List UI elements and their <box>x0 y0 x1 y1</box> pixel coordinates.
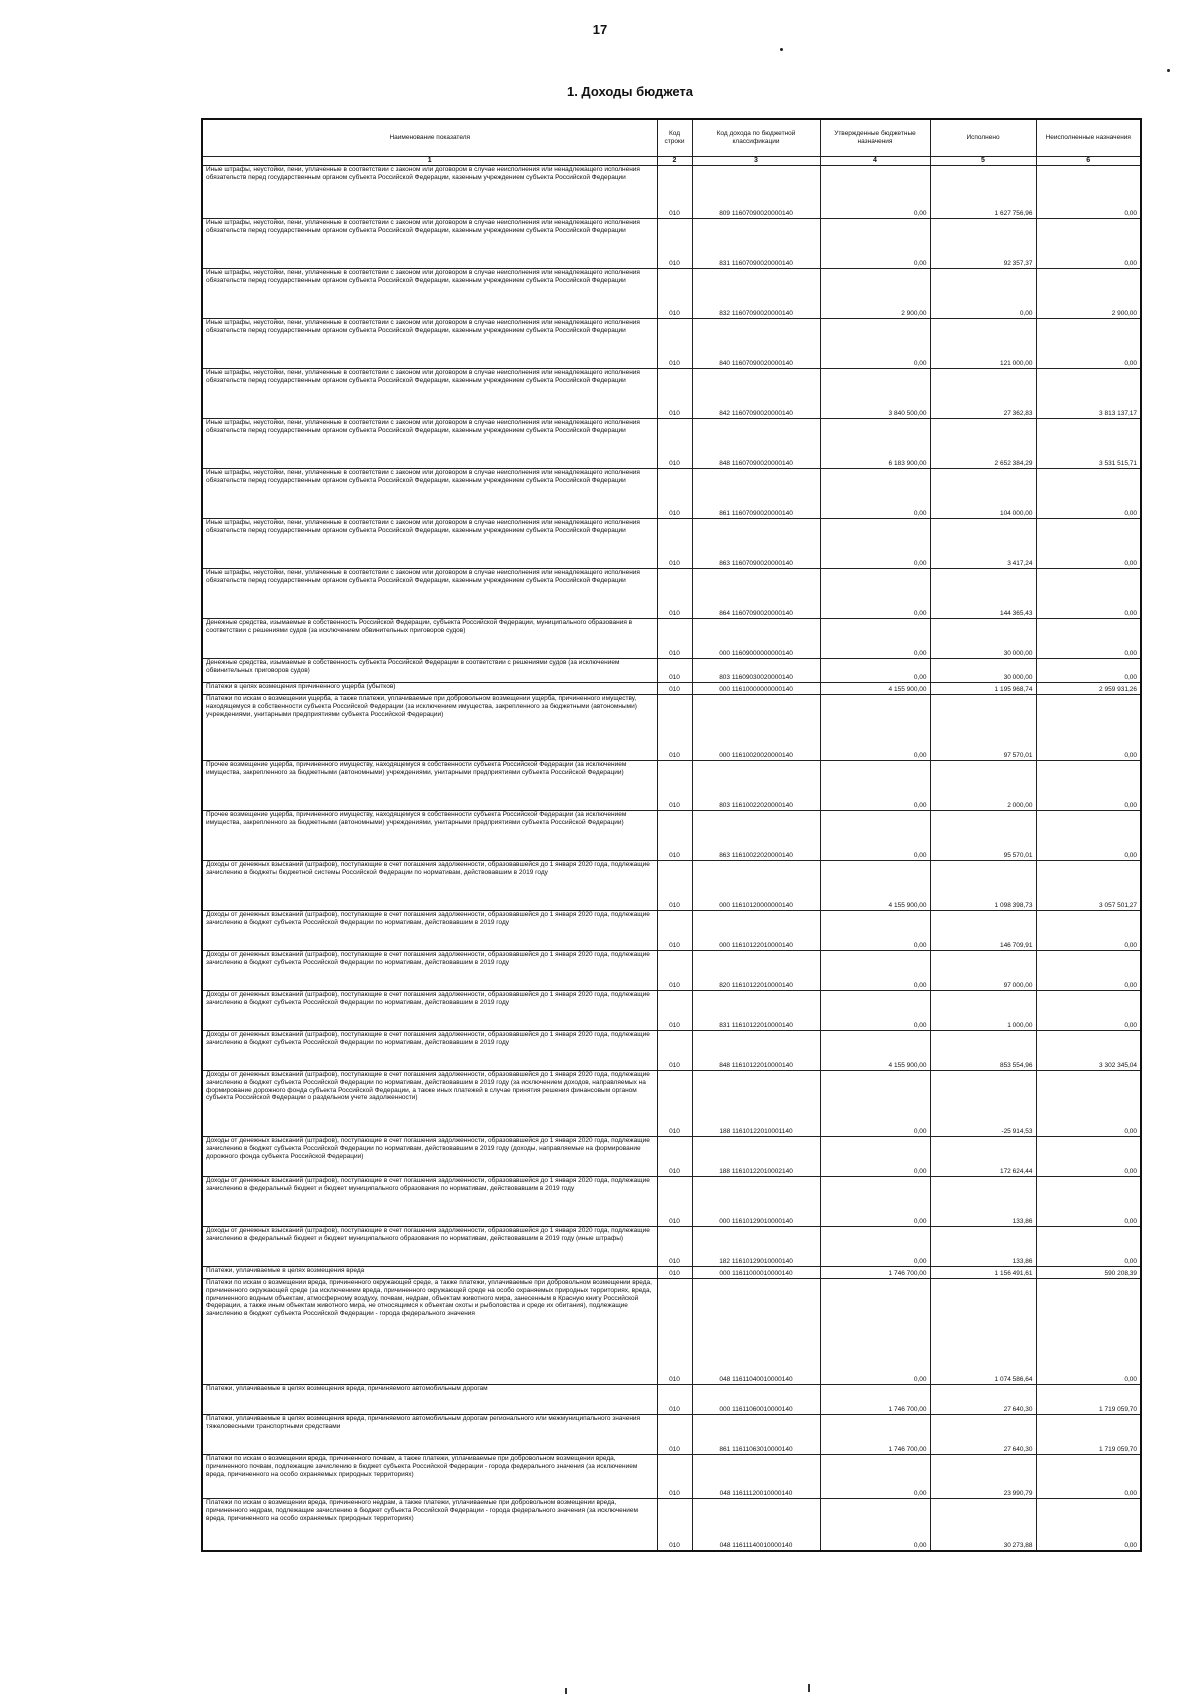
row-unexecuted: 0,00 <box>1036 991 1141 1031</box>
row-name: Иные штрафы, неустойки, пени, уплаченные в соответствии с законом или договором в случае неисполнения или ненадлежащего исполнения обязательств перед государственным органом субъекта Российской Федерации, казенным учреждением субъекта Российской Федерации <box>202 166 657 219</box>
row-approved: 0,00 <box>820 811 930 861</box>
table-row <box>202 1385 1141 1415</box>
table-row <box>202 469 1141 519</box>
table-row <box>202 269 1141 319</box>
header-income-code: Код дохода по бюджетной классификации <box>692 119 820 157</box>
header-line-code: Код строки <box>657 119 692 157</box>
row-line-code: 010 <box>657 991 692 1031</box>
row-approved: 4 155 900,00 <box>820 1031 930 1071</box>
row-approved: 0,00 <box>820 695 930 761</box>
row-unexecuted: 0,00 <box>1036 569 1141 619</box>
table-row <box>202 1071 1141 1137</box>
row-line-code: 010 <box>657 469 692 519</box>
row-name: Платежи по искам о возмещении вреда, причиненного недрам, а также платежи, уплачиваемые при добровольном возмещении вреда, причиненного недрам, подлежащие зачислению в бюджет субъекта Российской Федерации - города федерального значения (за исключением вреда, причиненного на особо охраняемых природных территориях) <box>202 1499 657 1551</box>
row-name: Иные штрафы, неустойки, пени, уплаченные в соответствии с законом или договором в случае неисполнения или ненадлежащего исполнения обязательств перед государственным органом субъекта Российской Федерации, казенным учреждением субъекта Российской Федерации <box>202 269 657 319</box>
row-approved: 0,00 <box>820 761 930 811</box>
table-row <box>202 861 1141 911</box>
row-approved: 0,00 <box>820 619 930 659</box>
row-line-code: 010 <box>657 1279 692 1385</box>
row-line-code: 010 <box>657 1385 692 1415</box>
table-row <box>202 166 1141 219</box>
column-number: 3 <box>692 157 820 166</box>
table-row <box>202 991 1141 1031</box>
row-name: Платежи, уплачиваемые в целях возмещения вреда, причиняемого автомобильным дорогам <box>202 1385 657 1415</box>
row-income-code: 048 11611040010000140 <box>692 1279 820 1385</box>
row-income-code: 188 11610122010002140 <box>692 1137 820 1177</box>
row-line-code: 010 <box>657 369 692 419</box>
table-row <box>202 1227 1141 1267</box>
row-approved: 0,00 <box>820 166 930 219</box>
column-number: 2 <box>657 157 692 166</box>
row-line-code: 010 <box>657 951 692 991</box>
table-row <box>202 619 1141 659</box>
row-line-code: 010 <box>657 811 692 861</box>
row-approved: 0,00 <box>820 319 930 369</box>
row-approved: 0,00 <box>820 219 930 269</box>
row-unexecuted: 0,00 <box>1036 1499 1141 1551</box>
row-approved: 0,00 <box>820 911 930 951</box>
row-line-code: 010 <box>657 861 692 911</box>
row-line-code: 010 <box>657 659 692 683</box>
row-name: Прочее возмещение ущерба, причиненного имуществу, находящемуся в собственности субъекта Российской Федерации (за исключением имущества, закрепленного за бюджетными (автономными) учреждениями, унитарными предприятиями субъекта Российской Федерации) <box>202 811 657 861</box>
table-row <box>202 419 1141 469</box>
row-income-code: 831 11607090020000140 <box>692 219 820 269</box>
row-name: Денежные средства, изымаемые в собственность Российской Федерации, субъекта Российской Федерации, муниципального образования в соответствии с решениями судов (за исключением обвинительных приговоров судов) <box>202 619 657 659</box>
row-unexecuted: 0,00 <box>1036 1455 1141 1499</box>
row-name: Иные штрафы, неустойки, пени, уплаченные в соответствии с законом или договором в случае неисполнения или ненадлежащего исполнения обязательств перед государственным органом субъекта Российской Федерации, казенным учреждением субъекта Российской Федерации <box>202 219 657 269</box>
scan-mark <box>565 1688 567 1694</box>
row-approved: 4 155 900,00 <box>820 683 930 695</box>
row-unexecuted: 1 719 059,70 <box>1036 1415 1141 1455</box>
row-name: Доходы от денежных взысканий (штрафов), поступающие в счет погашения задолженности, образовавшейся до 1 января 2020 года, подлежащие зачислению в бюджет субъекта Российской Федерации по нормативам, действовавшим в 2019 году <box>202 951 657 991</box>
table-row <box>202 1279 1141 1385</box>
row-income-code: 863 11610022020000140 <box>692 811 820 861</box>
row-line-code: 010 <box>657 761 692 811</box>
row-income-code: 048 11611140010000140 <box>692 1499 820 1551</box>
column-number-row <box>202 157 1141 166</box>
row-income-code: 188 11610122010001140 <box>692 1071 820 1137</box>
row-unexecuted: 0,00 <box>1036 1177 1141 1227</box>
row-approved: 0,00 <box>820 1137 930 1177</box>
row-executed: 133,86 <box>930 1177 1036 1227</box>
row-unexecuted: 0,00 <box>1036 1279 1141 1385</box>
row-unexecuted: 0,00 <box>1036 911 1141 951</box>
row-name: Иные штрафы, неустойки, пени, уплаченные в соответствии с законом или договором в случае неисполнения или ненадлежащего исполнения обязательств перед государственным органом субъекта Российской Федерации, казенным учреждением субъекта Российской Федерации <box>202 519 657 569</box>
row-income-code: 840 11607090020000140 <box>692 319 820 369</box>
row-name: Платежи, уплачиваемые в целях возмещения вреда, причиняемого автомобильным дорогам регионального или межмуниципального значения тяжеловесными транспортными средствами <box>202 1415 657 1455</box>
row-income-code: 000 11609000000000140 <box>692 619 820 659</box>
row-line-code: 010 <box>657 1031 692 1071</box>
row-approved: 3 840 500,00 <box>820 369 930 419</box>
income-table <box>201 118 1142 1552</box>
row-income-code: 803 11610022020000140 <box>692 761 820 811</box>
row-income-code: 000 11610020020000140 <box>692 695 820 761</box>
row-approved: 0,00 <box>820 469 930 519</box>
row-executed: 1 098 398,73 <box>930 861 1036 911</box>
row-executed: 30 000,00 <box>930 659 1036 683</box>
column-number: 1 <box>202 157 657 166</box>
row-line-code: 010 <box>657 166 692 219</box>
row-line-code: 010 <box>657 1071 692 1137</box>
row-name: Иные штрафы, неустойки, пени, уплаченные в соответствии с законом или договором в случае неисполнения или ненадлежащего исполнения обязательств перед государственным органом субъекта Российской Федерации, казенным учреждением субъекта Российской Федерации <box>202 469 657 519</box>
table-row <box>202 1499 1141 1551</box>
row-executed: 3 417,24 <box>930 519 1036 569</box>
row-approved: 0,00 <box>820 991 930 1031</box>
row-executed: 30 273,88 <box>930 1499 1036 1551</box>
row-executed: 2 000,00 <box>930 761 1036 811</box>
row-name: Доходы от денежных взысканий (штрафов), поступающие в счет погашения задолженности, образовавшейся до 1 января 2020 года, подлежащие зачислению в бюджет субъекта Российской Федерации по нормативам, действовавшим в 2019 году <box>202 911 657 951</box>
row-unexecuted: 3 813 137,17 <box>1036 369 1141 419</box>
header-approved: Утвержденные бюджетные назначения <box>820 119 930 157</box>
table-row <box>202 695 1141 761</box>
row-approved: 1 746 700,00 <box>820 1415 930 1455</box>
row-income-code: 000 11610000000000140 <box>692 683 820 695</box>
row-approved: 0,00 <box>820 1177 930 1227</box>
row-income-code: 848 11610122010000140 <box>692 1031 820 1071</box>
column-number: 6 <box>1036 157 1141 166</box>
row-name: Доходы от денежных взысканий (штрафов), поступающие в счет погашения задолженности, образовавшейся до 1 января 2020 года, подлежащие зачислению в бюджет субъекта Российской Федерации по нормативам, действовавшим в 2019 году (доходы, направляемые на формирование дорожного фонда субъекта Российской Федерации) <box>202 1137 657 1177</box>
row-line-code: 010 <box>657 1499 692 1551</box>
row-executed: 144 365,43 <box>930 569 1036 619</box>
row-income-code: 863 11607090020000140 <box>692 519 820 569</box>
row-unexecuted: 2 900,00 <box>1036 269 1141 319</box>
row-approved: 0,00 <box>820 659 930 683</box>
row-income-code: 803 11609030020000140 <box>692 659 820 683</box>
table-row <box>202 811 1141 861</box>
scan-speck <box>780 48 783 51</box>
row-approved: 2 900,00 <box>820 269 930 319</box>
row-line-code: 010 <box>657 1455 692 1499</box>
row-executed: 27 362,83 <box>930 369 1036 419</box>
table-row <box>202 761 1141 811</box>
row-line-code: 010 <box>657 619 692 659</box>
table-row <box>202 369 1141 419</box>
row-income-code: 000 11610129010000140 <box>692 1177 820 1227</box>
row-name: Доходы от денежных взысканий (штрафов), поступающие в счет погашения задолженности, образовавшейся до 1 января 2020 года, подлежащие зачислению в бюджет субъекта Российской Федерации по нормативам, действовавшим в 2019 году <box>202 991 657 1031</box>
row-name: Платежи по искам о возмещении вреда, причиненного окружающей среде, а также платежи, уплачиваемые при добровольном возмещении вреда, причиненного окружающей среде (за исключением вреда, причиненного окружающей среде на особо охраняемых природных территориях, вреда, причиненного водным объектам, атмосферному воздуху, почвам, недрам, объектам животного мира, занесенным в Красную книгу Российской Федерации, а также иным объектам животного мира, не относящимся к объектам охоты и рыболовства и среде их обитания), подлежащие зачислению в бюджет субъекта Российской Федерации - города федерального значения <box>202 1279 657 1385</box>
row-unexecuted: 0,00 <box>1036 695 1141 761</box>
row-income-code: 820 11610122010000140 <box>692 951 820 991</box>
row-line-code: 010 <box>657 1137 692 1177</box>
table-row <box>202 1137 1141 1177</box>
row-name: Доходы от денежных взысканий (штрафов), поступающие в счет погашения задолженности, образовавшейся до 1 января 2020 года, подлежащие зачислению в бюджеты бюджетной системы Российской Федерации по нормативам, действовавшим в 2019 году <box>202 861 657 911</box>
header-unexecuted: Неисполненные назначения <box>1036 119 1141 157</box>
row-approved: 0,00 <box>820 1455 930 1499</box>
row-executed: 27 640,30 <box>930 1415 1036 1455</box>
row-executed: 23 990,79 <box>930 1455 1036 1499</box>
section-title: 1. Доходы бюджета <box>566 84 694 99</box>
row-executed: 1 627 756,96 <box>930 166 1036 219</box>
row-approved: 0,00 <box>820 1227 930 1267</box>
row-income-code: 182 11610129010000140 <box>692 1227 820 1267</box>
row-unexecuted: 3 302 345,04 <box>1036 1031 1141 1071</box>
row-income-code: 842 11607090020000140 <box>692 369 820 419</box>
row-executed: 146 709,91 <box>930 911 1036 951</box>
row-line-code: 010 <box>657 519 692 569</box>
row-name: Иные штрафы, неустойки, пени, уплаченные в соответствии с законом или договором в случае неисполнения или ненадлежащего исполнения обязательств перед государственным органом субъекта Российской Федерации, казенным учреждением субъекта Российской Федерации <box>202 569 657 619</box>
row-income-code: 861 11611063010000140 <box>692 1415 820 1455</box>
row-executed: 0,00 <box>930 269 1036 319</box>
row-executed: 1 195 968,74 <box>930 683 1036 695</box>
row-line-code: 010 <box>657 219 692 269</box>
table-row <box>202 1267 1141 1279</box>
row-line-code: 010 <box>657 269 692 319</box>
row-line-code: 010 <box>657 1267 692 1279</box>
row-unexecuted: 0,00 <box>1036 1071 1141 1137</box>
row-unexecuted: 0,00 <box>1036 1137 1141 1177</box>
row-name: Доходы от денежных взысканий (штрафов), поступающие в счет погашения задолженности, образовавшейся до 1 января 2020 года, подлежащие зачислению в бюджет субъекта Российской Федерации по нормативам, действовавшим в 2019 году <box>202 1031 657 1071</box>
row-unexecuted: 0,00 <box>1036 319 1141 369</box>
row-unexecuted: 0,00 <box>1036 619 1141 659</box>
row-unexecuted: 3 057 501,27 <box>1036 861 1141 911</box>
row-line-code: 010 <box>657 683 692 695</box>
row-approved: 0,00 <box>820 1071 930 1137</box>
row-unexecuted: 3 531 515,71 <box>1036 419 1141 469</box>
row-line-code: 010 <box>657 911 692 951</box>
row-executed: 104 000,00 <box>930 469 1036 519</box>
row-name: Иные штрафы, неустойки, пени, уплаченные в соответствии с законом или договором в случае неисполнения или ненадлежащего исполнения обязательств перед государственным органом субъекта Российской Федерации, казенным учреждением субъекта Российской Федерации <box>202 369 657 419</box>
table-row <box>202 951 1141 991</box>
row-unexecuted: 1 719 059,70 <box>1036 1385 1141 1415</box>
scan-mark <box>808 1684 810 1692</box>
table-row <box>202 911 1141 951</box>
header-executed: Исполнено <box>930 119 1036 157</box>
row-executed: 1 000,00 <box>930 991 1036 1031</box>
row-executed: 27 640,30 <box>930 1385 1036 1415</box>
row-income-code: 000 11611000010000140 <box>692 1267 820 1279</box>
row-name: Прочее возмещение ущерба, причиненного имуществу, находящемуся в собственности субъекта Российской Федерации (за исключением имущества, закрепленного за бюджетными (автономными) учреждениями, унитарными предприятиями субъекта Российской Федерации) <box>202 761 657 811</box>
table-row <box>202 219 1141 269</box>
row-line-code: 010 <box>657 695 692 761</box>
row-executed: 2 652 384,29 <box>930 419 1036 469</box>
row-name: Денежные средства, изымаемые в собственность субъекта Российской Федерации в соответствии с решениями судов (за исключением обвинительных приговоров судов) <box>202 659 657 683</box>
page-number: 17 <box>592 22 608 37</box>
row-name: Платежи по искам о возмещении ущерба, а также платежи, уплачиваемые при добровольном возмещении ущерба, причиненного имуществу, находящемуся в собственности субъекта Российской Федерации (за исключением имущества, закрепленного за бюджетными (автономными) учреждениями, унитарными предприятиями субъекта Российской Федерации) <box>202 695 657 761</box>
row-approved: 6 183 900,00 <box>820 419 930 469</box>
row-income-code: 000 11611060010000140 <box>692 1385 820 1415</box>
row-income-code: 048 11611120010000140 <box>692 1455 820 1499</box>
row-approved: 0,00 <box>820 569 930 619</box>
row-name: Доходы от денежных взысканий (штрафов), поступающие в счет погашения задолженности, образовавшейся до 1 января 2020 года, подлежащие зачислению в федеральный бюджет и бюджет муниципального образования по нормативам, действовавшим в 2019 году <box>202 1177 657 1227</box>
row-line-code: 010 <box>657 1177 692 1227</box>
row-executed: 95 570,01 <box>930 811 1036 861</box>
row-income-code: 831 11610122010000140 <box>692 991 820 1031</box>
table-row <box>202 1177 1141 1227</box>
row-executed: 30 000,00 <box>930 619 1036 659</box>
row-name: Иные штрафы, неустойки, пени, уплаченные в соответствии с законом или договором в случае неисполнения или ненадлежащего исполнения обязательств перед государственным органом субъекта Российской Федерации, казенным учреждением субъекта Российской Федерации <box>202 319 657 369</box>
row-income-code: 000 11610120000000140 <box>692 861 820 911</box>
table-row <box>202 319 1141 369</box>
row-income-code: 000 11610122010000140 <box>692 911 820 951</box>
row-unexecuted: 0,00 <box>1036 761 1141 811</box>
row-approved: 0,00 <box>820 951 930 991</box>
table-row <box>202 1455 1141 1499</box>
table-header-row <box>202 119 1141 157</box>
row-name: Иные штрафы, неустойки, пени, уплаченные в соответствии с законом или договором в случае неисполнения или ненадлежащего исполнения обязательств перед государственным органом субъекта Российской Федерации, казенным учреждением субъекта Российской Федерации <box>202 419 657 469</box>
table-row <box>202 569 1141 619</box>
row-unexecuted: 0,00 <box>1036 1227 1141 1267</box>
table-row <box>202 1415 1141 1455</box>
row-unexecuted: 2 959 931,26 <box>1036 683 1141 695</box>
table-row <box>202 519 1141 569</box>
row-income-code: 848 11607090020000140 <box>692 419 820 469</box>
row-line-code: 010 <box>657 419 692 469</box>
row-income-code: 832 11607090020000140 <box>692 269 820 319</box>
row-executed: 133,86 <box>930 1227 1036 1267</box>
row-name: Доходы от денежных взысканий (штрафов), поступающие в счет погашения задолженности, образовавшейся до 1 января 2020 года, подлежащие зачислению в бюджет субъекта Российской Федерации по нормативам, действовавшим в 2019 году (за исключением доходов, направляемых на формирование дорожного фонда субъекта Российской Федерации, а также иных платежей в случае принятия решения финансовым органом субъекта Российской Федерации о раздельном учете задолженности) <box>202 1071 657 1137</box>
row-approved: 0,00 <box>820 1499 930 1551</box>
row-approved: 4 155 900,00 <box>820 861 930 911</box>
row-approved: 1 746 700,00 <box>820 1267 930 1279</box>
row-line-code: 010 <box>657 319 692 369</box>
row-unexecuted: 0,00 <box>1036 519 1141 569</box>
row-approved: 0,00 <box>820 519 930 569</box>
row-unexecuted: 0,00 <box>1036 469 1141 519</box>
row-unexecuted: 0,00 <box>1036 219 1141 269</box>
row-executed: 853 554,96 <box>930 1031 1036 1071</box>
row-unexecuted: 0,00 <box>1036 659 1141 683</box>
header-name: Наименование показателя <box>202 119 657 157</box>
row-executed: 121 000,00 <box>930 319 1036 369</box>
row-line-code: 010 <box>657 1415 692 1455</box>
scan-speck <box>1167 69 1170 72</box>
row-executed: 92 357,37 <box>930 219 1036 269</box>
row-income-code: 809 11607090020000140 <box>692 166 820 219</box>
row-unexecuted: 0,00 <box>1036 951 1141 991</box>
row-unexecuted: 0,00 <box>1036 811 1141 861</box>
table-row <box>202 1031 1141 1071</box>
column-number: 4 <box>820 157 930 166</box>
row-name: Доходы от денежных взысканий (штрафов), поступающие в счет погашения задолженности, образовавшейся до 1 января 2020 года, подлежащие зачислению в федеральный бюджет и бюджет муниципального образования по нормативам, действовавшим в 2019 году (иные штрафы) <box>202 1227 657 1267</box>
row-executed: 97 570,01 <box>930 695 1036 761</box>
row-executed: 172 624,44 <box>930 1137 1036 1177</box>
row-executed: 1 156 491,61 <box>930 1267 1036 1279</box>
row-line-code: 010 <box>657 1227 692 1267</box>
row-approved: 0,00 <box>820 1279 930 1385</box>
table-row <box>202 683 1141 695</box>
column-number: 5 <box>930 157 1036 166</box>
row-approved: 1 746 700,00 <box>820 1385 930 1415</box>
row-name: Платежи, уплачиваемые в целях возмещения вреда <box>202 1267 657 1279</box>
table-row <box>202 659 1141 683</box>
row-name: Платежи в целях возмещения причиненного ущерба (убытков) <box>202 683 657 695</box>
row-income-code: 864 11607090020000140 <box>692 569 820 619</box>
row-line-code: 010 <box>657 569 692 619</box>
row-executed: -25 914,53 <box>930 1071 1036 1137</box>
row-unexecuted: 590 208,39 <box>1036 1267 1141 1279</box>
row-unexecuted: 0,00 <box>1036 166 1141 219</box>
row-name: Платежи по искам о возмещении вреда, причиненного почвам, а также платежи, уплачиваемые при добровольном возмещении вреда, причиненного почвам, подлежащие зачислению в бюджет субъекта Российской Федерации - города федерального значения (за исключением вреда, причиненного на особо охраняемых природных территориях) <box>202 1455 657 1499</box>
row-income-code: 861 11607090020000140 <box>692 469 820 519</box>
row-executed: 97 000,00 <box>930 951 1036 991</box>
row-executed: 1 074 586,64 <box>930 1279 1036 1385</box>
